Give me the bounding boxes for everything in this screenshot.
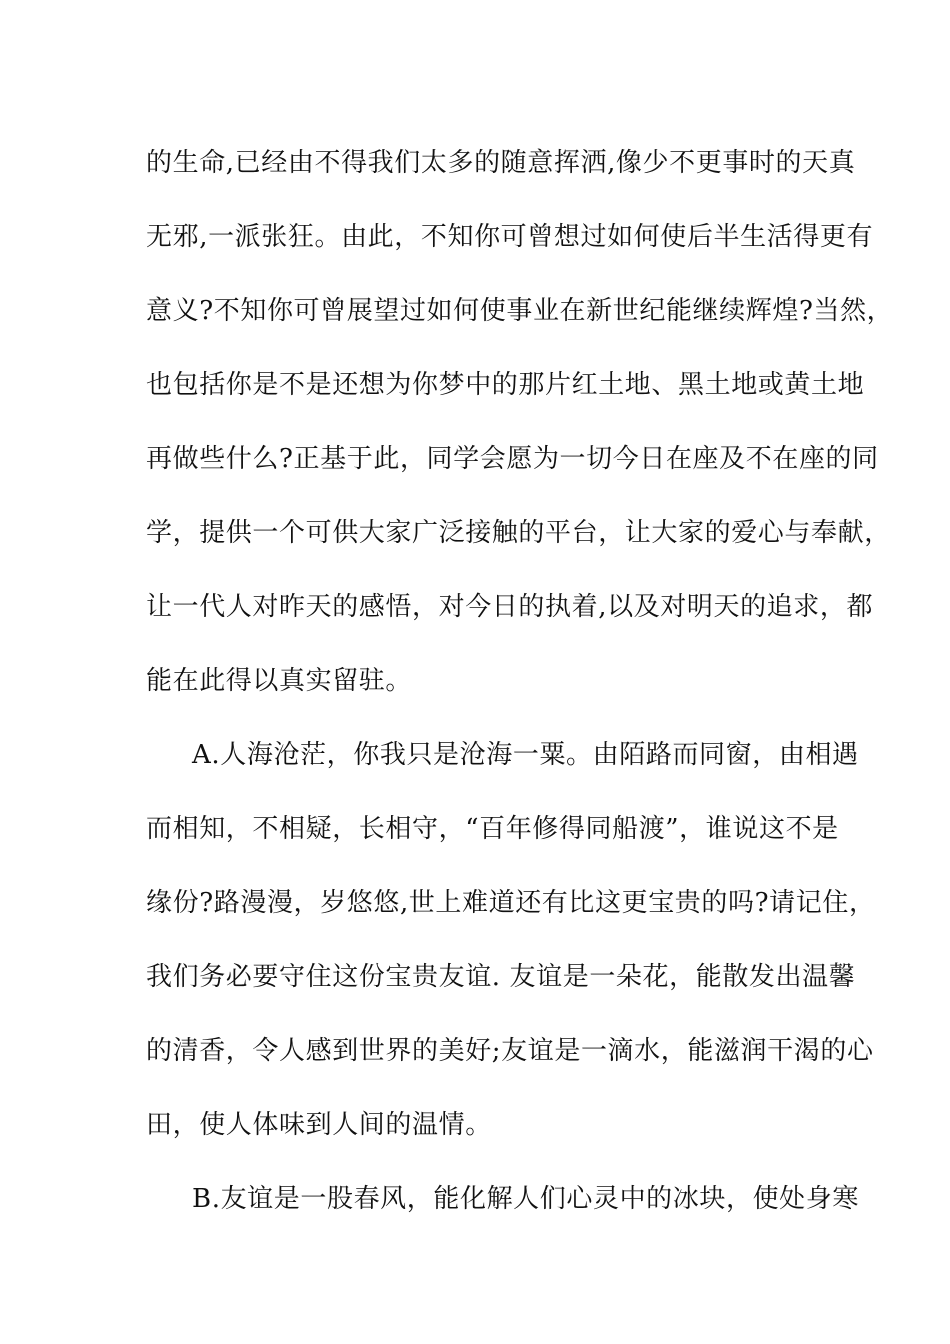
- text-line: 意义?不知你可曾展望过如何使事业在新世纪能继续辉煌?当然，: [146, 296, 894, 326]
- text-line: 学，提供一个可供大家广泛接触的平台，让大家的爱心与奉献，: [146, 518, 891, 548]
- text-line: 田，使人体味到人间的温情。: [146, 1110, 492, 1140]
- text-line: 能在此得以真实留驻。: [146, 666, 413, 696]
- text-line: 让一代人对昨天的感悟，对今日的执着,以及对明天的追求，都: [146, 592, 874, 622]
- text-line: 再做些什么?正基于此，同学会愿为一切今日在座及不在座的同: [146, 444, 879, 474]
- text-line: 缘份?路漫漫，岁悠悠,世上难道还有比这更宝贵的吗?请记住，: [146, 888, 876, 918]
- text-line: 我们务必要守住这份宝贵友谊. 友谊是一朵花，能散发出温馨: [146, 962, 856, 992]
- text-line: 的生命,已经由不得我们太多的随意挥洒,像少不更事时的天真: [146, 148, 856, 178]
- paragraph-a-start: A.人海沧茫，你我只是沧海一粟。由陌路而同窗，由相遇: [192, 740, 859, 770]
- document-body: [146, 126, 894, 1236]
- text-line: 而相知，不相疑，长相守，“百年修得同船渡”，谁说这不是: [146, 814, 839, 844]
- text-line: 也包括你是不是还想为你梦中的那片红土地、黑土地或黄土地: [146, 370, 865, 400]
- text-line: 的清香，令人感到世界的美好;友谊是一滴水，能滋润干渴的心: [146, 1036, 874, 1066]
- paragraph-b-start: B.友谊是一股春风，能化解人们心灵中的冰块，使处身寒: [192, 1184, 859, 1214]
- text-line: 无邪,一派张狂。由此，不知你可曾想过如何使后半生活得更有: [146, 222, 874, 252]
